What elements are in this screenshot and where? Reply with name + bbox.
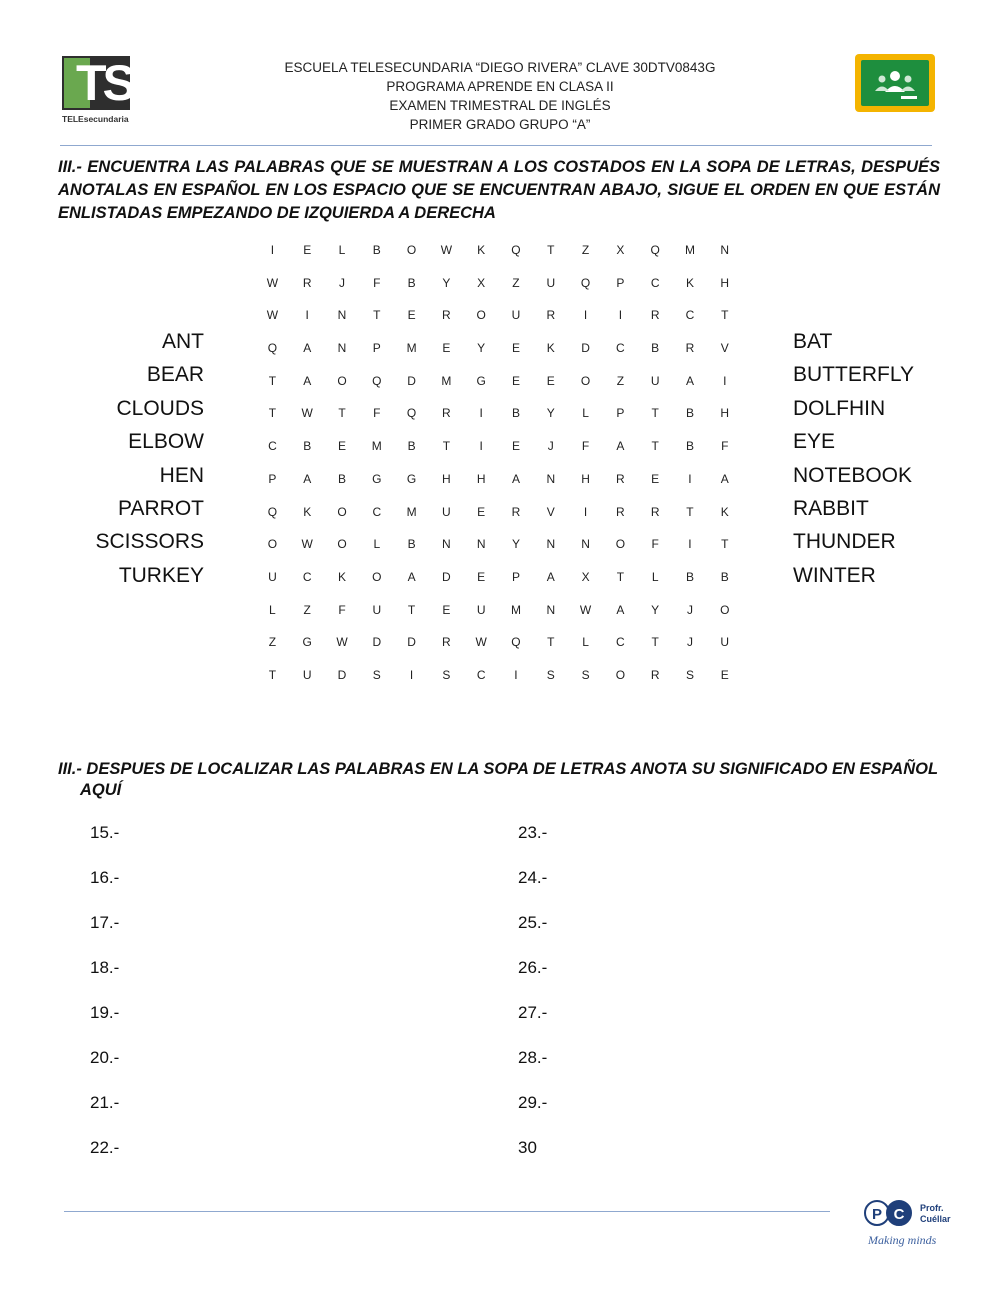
- word-elbow: ELBOW: [128, 430, 204, 454]
- grid-letter: Q: [650, 243, 660, 257]
- grid-letter: K: [477, 243, 486, 257]
- grid-letter: Z: [616, 373, 625, 388]
- grid-letter: G: [476, 373, 486, 388]
- grid-letter: I: [688, 537, 692, 552]
- grid-letter: A: [303, 471, 312, 486]
- grid-letter: L: [651, 569, 659, 584]
- grid-letter: H: [720, 275, 730, 290]
- grid-letter: O: [267, 537, 278, 552]
- grid-letter: W: [440, 243, 453, 257]
- grid-letter: Z: [268, 635, 277, 650]
- grid-letter: D: [372, 635, 382, 650]
- grid-letter: U: [372, 602, 382, 617]
- grid-letter: T: [686, 504, 694, 519]
- grid-letter: K: [546, 341, 555, 356]
- grid-letter: L: [582, 635, 589, 650]
- word-bear: BEAR: [146, 363, 204, 387]
- grid-letter: X: [477, 275, 486, 290]
- grid-letter: W: [266, 308, 279, 323]
- grid-letter: F: [581, 439, 590, 454]
- grid-letter: R: [685, 341, 695, 356]
- grid-letter: R: [442, 308, 451, 323]
- grid-letter: P: [616, 406, 625, 421]
- grid-row: [255, 496, 742, 529]
- grid-letter: M: [406, 341, 417, 356]
- brand-name-line: Profr.: [920, 1203, 944, 1213]
- grid-row: [255, 463, 742, 496]
- grid-letter: E: [477, 569, 486, 584]
- grid-letter: H: [476, 471, 486, 486]
- answer-item-23: 23.-: [518, 823, 548, 842]
- grid-row: [255, 594, 742, 627]
- grid-letter: R: [650, 504, 660, 519]
- grid-letter: E: [477, 504, 486, 519]
- grid-letter: F: [338, 602, 346, 617]
- grid-letter: S: [546, 667, 555, 682]
- grid-letter: E: [511, 439, 520, 454]
- grid-letter: Z: [512, 275, 520, 290]
- grid-letter: M: [371, 439, 382, 454]
- word-notebook: NOTEBOOK: [793, 463, 913, 487]
- grid-letter: O: [720, 602, 730, 617]
- grid-letter: R: [546, 308, 556, 323]
- grid-letter: B: [685, 439, 694, 454]
- grid-letter: N: [546, 602, 556, 617]
- grid-letter: T: [373, 308, 381, 323]
- grid-letter: P: [616, 275, 625, 290]
- answer-item-19: 19.-: [90, 1003, 120, 1022]
- grid-letter: C: [268, 439, 277, 454]
- word-hen: HEN: [159, 463, 204, 487]
- grid-letter: Q: [580, 275, 591, 290]
- grid-letter: N: [546, 537, 556, 552]
- grid-letter: N: [720, 243, 730, 257]
- grid-row: [255, 299, 742, 332]
- grid-letter: R: [616, 504, 625, 519]
- grid-letter: R: [302, 275, 312, 290]
- grid-letter: J: [338, 275, 345, 290]
- grid-letter: Y: [511, 537, 520, 552]
- grid-letter: M: [684, 243, 695, 257]
- grid-row: [255, 626, 742, 659]
- grid-letter: T: [547, 243, 555, 257]
- grid-letter: U: [302, 667, 312, 682]
- grid-letter: X: [616, 243, 625, 257]
- grid-letter: L: [338, 243, 346, 257]
- grid-letter: J: [686, 602, 693, 617]
- grid-letter: L: [582, 406, 589, 421]
- grid-letter: M: [441, 373, 452, 388]
- answer-item-27: 27.-: [518, 1003, 548, 1022]
- word-clouds: CLOUDS: [116, 396, 204, 420]
- grid-letter: E: [442, 341, 451, 356]
- grid-row: [255, 397, 742, 430]
- grid-letter: I: [479, 406, 483, 421]
- grid-letter: T: [338, 406, 346, 421]
- grid-letter: I: [688, 471, 692, 486]
- grid-letter: O: [406, 243, 417, 257]
- telesecundaria-logo: [62, 56, 134, 128]
- grid-letter: P: [372, 341, 381, 356]
- answer-item-21: 21.-: [90, 1093, 120, 1112]
- word-thunder: THUNDER: [793, 530, 896, 554]
- grid-letter: E: [720, 667, 729, 682]
- grid-letter: W: [301, 406, 313, 421]
- answer-item-18: 18.-: [90, 958, 120, 977]
- grid-letter: G: [302, 635, 312, 650]
- grid-letter: C: [616, 341, 625, 356]
- word-bat: BAT: [793, 330, 833, 353]
- grid-letter: U: [442, 504, 451, 519]
- grid-letter: G: [406, 471, 417, 486]
- grid-letter: B: [337, 471, 346, 486]
- grid-letter: C: [476, 667, 486, 682]
- grid-letter: W: [579, 602, 592, 617]
- grid-letter: F: [721, 439, 729, 454]
- grid-letter: K: [685, 275, 694, 290]
- grid-letter: Y: [651, 602, 660, 617]
- grid-letter: R: [650, 308, 660, 323]
- answer-item-30: 30: [518, 1138, 537, 1157]
- grid-letter: B: [685, 406, 694, 421]
- profr-cuellar-logo: [864, 1200, 964, 1250]
- grid-letter: Q: [267, 504, 278, 519]
- translation-instructions-line: AQUÍ: [80, 781, 122, 799]
- left-word-list: [95, 325, 204, 592]
- brand-tagline: Making minds: [868, 1233, 937, 1247]
- grid-letter: C: [685, 308, 695, 323]
- grid-letter: I: [409, 667, 414, 682]
- grid-letter: E: [511, 373, 520, 388]
- word-parrot: PARROT: [118, 496, 204, 520]
- grid-letter: J: [686, 635, 693, 650]
- grid-letter: S: [442, 667, 451, 682]
- grid-letter: O: [337, 537, 347, 552]
- word-dolfhin: DOLFHIN: [793, 396, 886, 420]
- grid-letter: I: [514, 667, 518, 682]
- grid-letter: U: [720, 635, 730, 650]
- grid-letter: D: [407, 635, 416, 650]
- grid-letter: L: [373, 537, 381, 552]
- grid-letter: T: [268, 406, 277, 421]
- word-search-grid: [255, 234, 742, 692]
- brand-name: [920, 1203, 951, 1225]
- grid-letter: U: [268, 569, 277, 584]
- translation-instructions-line: III.- DESPUES DE LOCALIZAR LAS PALABRAS EN LA SOPA DE LETRAS ANOTA SU SIGNIFICADO EN ESPAÑOL: [58, 760, 939, 778]
- grid-letter: E: [546, 373, 555, 388]
- grid-letter: T: [651, 406, 659, 421]
- grid-letter: O: [615, 537, 626, 552]
- grid-letter: I: [305, 308, 309, 323]
- grid-letter: E: [337, 439, 346, 454]
- grid-letter: I: [723, 373, 727, 388]
- grid-letter: E: [407, 308, 416, 323]
- grid-letter: D: [442, 569, 451, 584]
- grid-letter: J: [547, 439, 554, 454]
- logo-letters: TS: [76, 55, 132, 111]
- grid-letter: U: [511, 308, 521, 323]
- grid-letter: C: [650, 275, 660, 290]
- answers-right-column: [518, 820, 547, 1180]
- grid-letter: D: [337, 667, 347, 682]
- grid-letter: U: [546, 275, 556, 290]
- grid-letter: N: [546, 471, 556, 486]
- grid-letter: K: [720, 504, 729, 519]
- grid-letter: H: [442, 471, 451, 486]
- grid-letter: I: [618, 308, 623, 323]
- grid-letter: H: [720, 406, 730, 421]
- right-word-list: [793, 325, 914, 592]
- grid-letter: Y: [442, 275, 451, 290]
- grid-letter: Y: [546, 406, 555, 421]
- header-line-school: ESCUELA TELESECUNDARIA “DIEGO RIVERA” CLAVE 30DTV0843G: [284, 60, 716, 75]
- grid-letter: W: [301, 537, 313, 552]
- grid-letter: U: [650, 373, 660, 388]
- grid-letter: U: [476, 602, 486, 617]
- answer-item-29: 29.-: [518, 1093, 548, 1112]
- grid-letter: F: [373, 275, 381, 290]
- grid-letter: B: [407, 275, 416, 290]
- grid-row: [255, 234, 742, 267]
- footer-divider: [64, 1211, 830, 1212]
- grid-letter: T: [651, 439, 659, 454]
- answer-item-20: 20.-: [90, 1048, 120, 1067]
- grid-letter: X: [581, 569, 590, 584]
- grid-letter: B: [407, 439, 416, 454]
- grid-row: [255, 561, 742, 594]
- word-butterfly: BUTTERFLY: [793, 363, 914, 387]
- word-rabbit: RABBIT: [793, 496, 869, 520]
- grid-letter: D: [407, 373, 416, 388]
- pc-letter-p: P: [864, 1200, 890, 1226]
- google-classroom-icon: [855, 54, 935, 112]
- grid-letter: N: [476, 537, 486, 552]
- classroom-people-icon: [861, 60, 929, 106]
- grid-letter: T: [651, 635, 659, 650]
- grid-letter: D: [581, 341, 590, 356]
- grid-letter: O: [476, 308, 486, 323]
- grid-letter: L: [269, 602, 276, 617]
- grid-letter: A: [303, 341, 312, 356]
- grid-letter: E: [651, 471, 660, 486]
- grid-letter: H: [581, 471, 590, 486]
- grid-letter: A: [511, 471, 520, 486]
- classroom-board: [861, 60, 929, 106]
- answer-item-15: 15.-: [90, 823, 120, 842]
- grid-letter: E: [511, 341, 520, 356]
- grid-letter: E: [303, 243, 312, 257]
- grid-letter: O: [615, 667, 626, 682]
- grid-letter: C: [302, 569, 312, 584]
- grid-letter: B: [685, 569, 694, 584]
- grid-letter: B: [372, 243, 381, 257]
- grid-letter: A: [616, 602, 625, 617]
- grid-letter: N: [442, 537, 451, 552]
- grid-letter: B: [407, 537, 416, 552]
- grid-letter: T: [721, 537, 729, 552]
- grid-letter: T: [442, 439, 451, 454]
- pc-letter-c: C: [886, 1200, 912, 1226]
- grid-row: [255, 267, 742, 300]
- grid-letter: B: [303, 439, 312, 454]
- grid-letter: T: [268, 667, 277, 682]
- grid-letter: T: [547, 635, 555, 650]
- grid-letter: Z: [303, 602, 311, 617]
- grid-letter: A: [685, 373, 694, 388]
- grid-letter: T: [407, 602, 416, 617]
- school-header: [250, 58, 750, 134]
- answer-item-26: 26.-: [518, 958, 548, 977]
- grid-letter: B: [511, 406, 520, 421]
- answer-item-25: 25.-: [518, 913, 548, 932]
- grid-letter: Z: [581, 243, 590, 257]
- word-eye: EYE: [793, 430, 836, 454]
- grid-letter: V: [720, 341, 729, 356]
- brand-name-line: Cuéllar: [920, 1214, 951, 1224]
- grid-row: [255, 659, 742, 692]
- header-divider: [60, 145, 932, 146]
- grid-letter: N: [337, 308, 347, 323]
- grid-letter: E: [442, 602, 451, 617]
- grid-letter: A: [720, 471, 729, 486]
- grid-letter: I: [583, 504, 588, 519]
- grid-letter: M: [510, 602, 521, 617]
- grid-letter: I: [583, 308, 588, 323]
- grid-letter: R: [511, 504, 521, 519]
- grid-letter: I: [270, 243, 275, 257]
- grid-letter: O: [337, 504, 347, 519]
- grid-letter: V: [546, 504, 555, 519]
- grid-letter: S: [372, 667, 381, 682]
- grid-letter: Q: [511, 635, 521, 650]
- grid-letter: R: [650, 667, 660, 682]
- grid-letter: K: [337, 569, 346, 584]
- translation-instructions: [58, 759, 948, 801]
- grid-letter: W: [475, 635, 487, 650]
- grid-letter: W: [266, 275, 279, 290]
- grid-letter: G: [372, 471, 382, 486]
- grid-letter: B: [720, 569, 729, 584]
- grid-row: [255, 365, 742, 398]
- word-scissors: SCISSORS: [95, 530, 204, 554]
- grid-letter: A: [546, 569, 555, 584]
- grid-letter: Q: [511, 243, 521, 257]
- grid-letter: I: [479, 439, 483, 454]
- grid-letter: K: [303, 504, 312, 519]
- grid-letter: T: [721, 308, 729, 323]
- grid-letter: R: [442, 635, 451, 650]
- grid-letter: O: [372, 569, 382, 584]
- grid-letter: B: [651, 341, 660, 356]
- grid-letter: Q: [372, 373, 382, 388]
- answers-left-column: [90, 820, 119, 1180]
- grid-row: [255, 528, 742, 561]
- grid-letter: N: [337, 341, 347, 356]
- word-search-instructions: III.- ENCUENTRA LAS PALABRAS QUE SE MUESTRAN A LOS COSTADOS EN LA SOPA DE LETRAS, DESPUÉS ANOTALAS EN ESPAÑOL EN LOS ESPACIO QUE SE ENCUENTRAN ABAJO, SIGUE EL ORDEN EN QUE ESTÁN ENLISTADAS EMPEZANDO DE IZQUIERDA A DERECHA: [58, 158, 940, 222]
- grid-letter: P: [511, 569, 520, 584]
- grid-letter: T: [268, 373, 277, 388]
- grid-letter: C: [372, 504, 382, 519]
- grid-letter: A: [616, 439, 625, 454]
- grid-letter: A: [407, 569, 416, 584]
- grid-letter: Q: [267, 341, 278, 356]
- answer-item-24: 24.-: [518, 868, 548, 887]
- header-line-group: PRIMER GRADO GRUPO “A”: [409, 117, 591, 132]
- grid-letter: S: [685, 667, 694, 682]
- word-ant: ANT: [162, 330, 204, 353]
- header-line-exam: EXAMEN TRIMESTRAL DE INGLÉS: [389, 98, 611, 113]
- grid-letter: R: [442, 406, 451, 421]
- logo-caption: TELEsecundaria: [62, 114, 129, 124]
- grid-letter: A: [303, 373, 312, 388]
- word-winter: WINTER: [793, 563, 876, 587]
- grid-row: [255, 332, 742, 365]
- word-turkey: TURKEY: [118, 563, 204, 587]
- grid-letter: R: [616, 471, 625, 486]
- header-line-program: PROGRAMA APRENDE EN CLASA II: [386, 79, 614, 94]
- grid-letter: F: [651, 537, 659, 552]
- grid-letter: F: [373, 406, 381, 421]
- grid-letter: T: [616, 569, 625, 584]
- grid-letter: N: [581, 537, 590, 552]
- grid-letter: Y: [477, 341, 486, 356]
- grid-letter: M: [406, 504, 417, 519]
- grid-letter: W: [336, 635, 348, 650]
- pc-monogram: [864, 1200, 912, 1228]
- answer-item-16: 16.-: [90, 868, 120, 887]
- answer-item-28: 28.-: [518, 1048, 548, 1067]
- grid-letter: C: [616, 635, 625, 650]
- answer-item-17: 17.-: [90, 913, 120, 932]
- grid-letter: O: [580, 373, 591, 388]
- grid-letter: O: [337, 373, 347, 388]
- answer-item-22: 22.-: [90, 1138, 120, 1157]
- grid-letter: P: [268, 471, 277, 486]
- grid-letter: Q: [406, 406, 417, 421]
- grid-letter: S: [581, 667, 590, 682]
- grid-row: [255, 430, 742, 463]
